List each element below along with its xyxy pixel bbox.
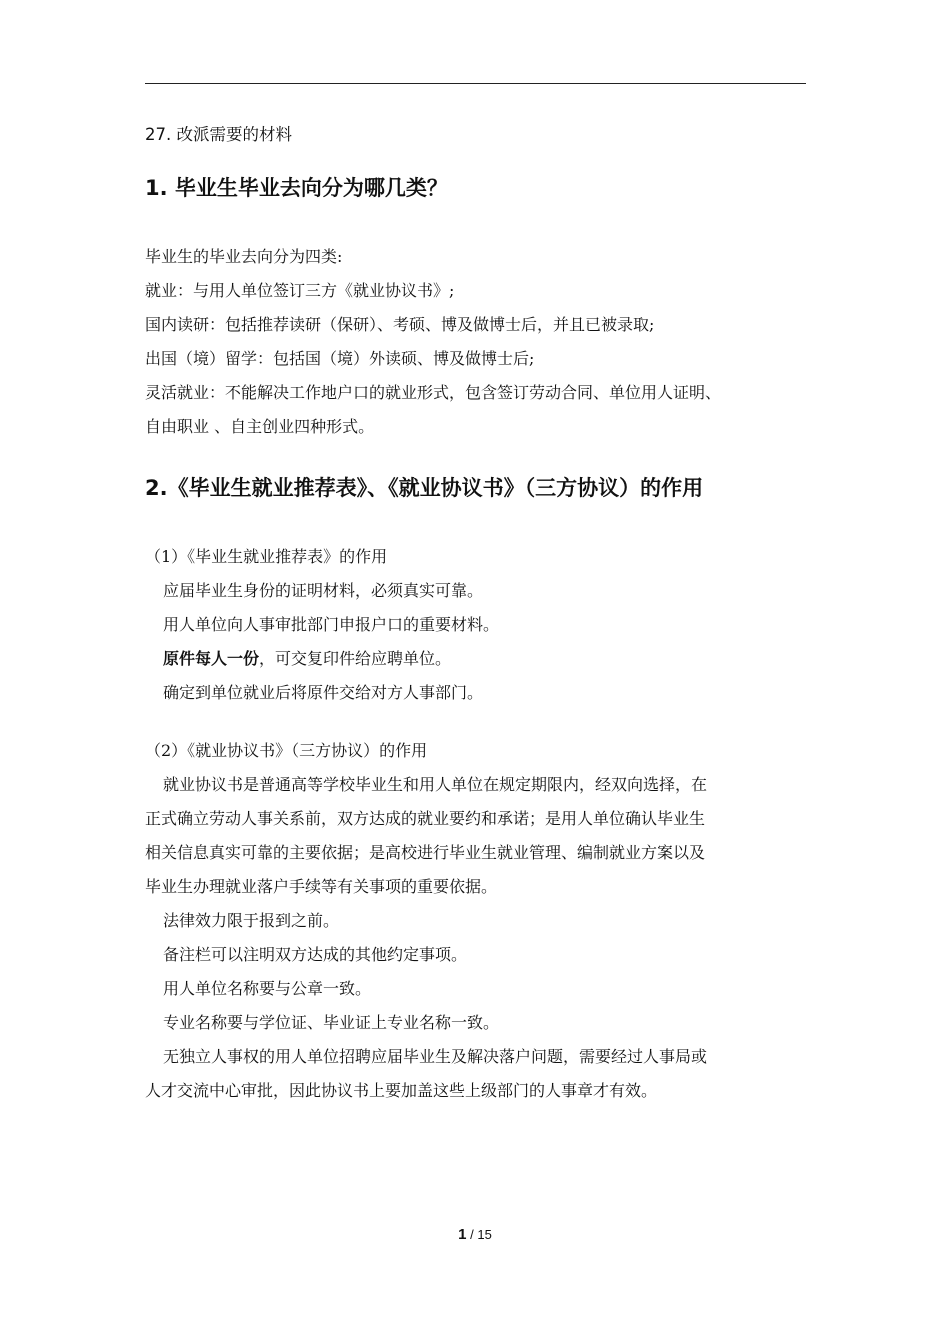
toc-item: 27. 改派需要的材料 <box>145 125 292 144</box>
subsection-2-para-line: 就业协议书是普通高等学校毕业生和用人单位在规定期限内，经双向选择，在 <box>163 775 708 794</box>
subsection-2-para-line: 毕业生办理就业落户手续等有关事项的重要依据。 <box>145 877 498 896</box>
subsection-2-item: 备注栏可以注明双方达成的其他约定事项。 <box>163 945 468 964</box>
subsection-1-line: 确定到单位就业后将原件交给对方人事部门。 <box>163 683 484 702</box>
section-1-body <box>145 240 806 444</box>
section-1-line: 就业：与用人单位签订三方《就业协议书》; <box>145 281 455 300</box>
section-1-line: 出国（境）留学：包括国（境）外读硕、博及做博士后; <box>145 349 535 368</box>
subsection-1-line <box>145 642 806 676</box>
section-1-heading: 1. 毕业生毕业去向分为哪几类？ <box>145 176 448 200</box>
bold-emphasis: 原件每人一份 <box>163 649 260 668</box>
section-1-line: 灵活就业：不能解决工作地户口的就业形式，包含签订劳动合同、单位用人证明、 <box>145 383 722 402</box>
subsection-2-item: 用人单位名称要与公章一致。 <box>163 979 372 998</box>
subsection-1 <box>145 540 806 710</box>
current-page: 1 <box>458 1226 467 1243</box>
spacer <box>145 504 806 540</box>
subsection-2-last-line: 无独立人事权的用人单位招聘应届毕业生及解决落户问题，需要经过人事局或 <box>163 1047 708 1066</box>
subsection-2-item: 专业名称要与学位证、毕业证上专业名称一致。 <box>163 1013 500 1032</box>
subsection-1-line: 应届毕业生身份的证明材料，必须真实可靠。 <box>163 581 484 600</box>
subsection-2 <box>145 734 806 1108</box>
section-1-line: 毕业生的毕业去向分为四类: <box>145 247 343 266</box>
subsection-2-item: 法律效力限于报到之前。 <box>163 911 340 930</box>
total-pages: 15 <box>477 1227 492 1242</box>
subsection-2-title: （2）《就业协议书》（三方协议）的作用 <box>145 741 428 760</box>
subsection-1-title: （1）《毕业生就业推荐表》的作用 <box>145 547 388 566</box>
line-rest: ，可交复印件给应聘单位。 <box>259 649 452 668</box>
section-1-line: 自由职业 、自主创业四种形式。 <box>145 417 375 436</box>
page-separator: / <box>466 1227 478 1242</box>
document-body <box>145 120 806 1108</box>
spacer <box>145 710 806 734</box>
subsection-2-para-line: 相关信息真实可靠的主要依据；是高校进行毕业生就业管理、编制就业方案以及 <box>145 843 706 862</box>
header-rule <box>145 83 806 84</box>
section-1-line: 国内读研：包括推荐读研（保研）、考硕、博及做博士后，并且已被录取; <box>145 315 655 334</box>
page-number <box>0 1226 950 1243</box>
section-2-heading: 2.《毕业生就业推荐表》、《就业协议书》（三方协议）的作用 <box>145 476 704 500</box>
subsection-2-last-line: 人才交流中心审批，因此协议书上要加盖这些上级部门的人事章才有效。 <box>145 1081 658 1100</box>
subsection-2-para-line: 正式确立劳动人事关系前，双方达成的就业要约和承诺；是用人单位确认毕业生 <box>145 809 706 828</box>
subsection-1-line: 用人单位向人事审批部门申报户口的重要材料。 <box>163 615 500 634</box>
spacer <box>145 204 806 240</box>
